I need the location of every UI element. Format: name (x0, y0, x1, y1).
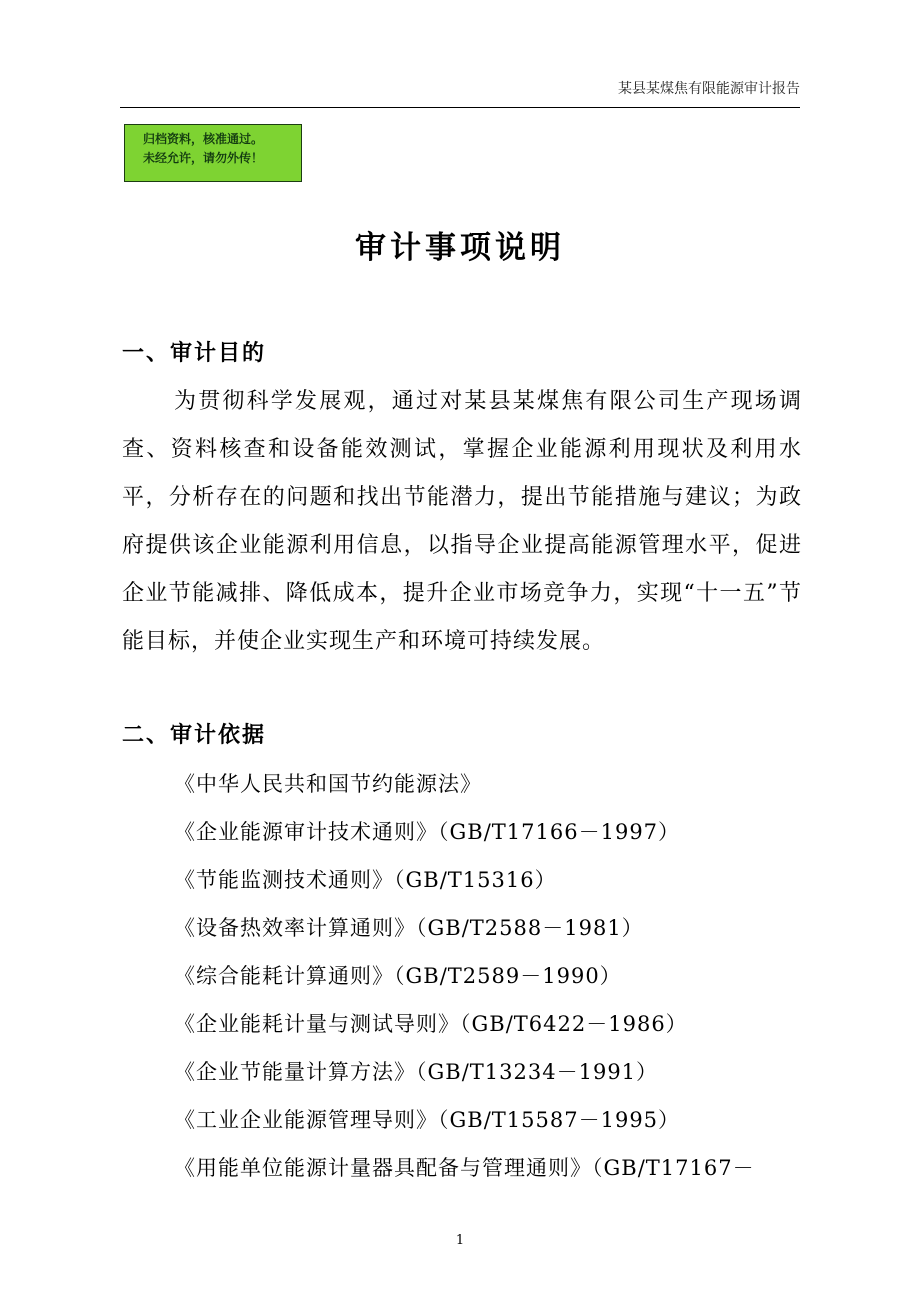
reference-item: 《企业节能量计算方法》（GB/T13234－1991） (174, 1060, 659, 1084)
purpose-paragraph: 为贯彻科学发展观，通过对某县某煤焦有限公司生产现场调查、资料核查和设备能效测试，掌握企业能源利用现状及利用水平，分析存在的问题和找出节能潜力，提出节能措施与建议；为政府提供该企业能源利用信息，以指导企业提高能源管理水平，促进企业节能减排、降低成本，提升企业市场竞争力，实现“十一五”节能目标，并使企业实现生产和环境可持续发展。 (122, 389, 802, 654)
reference-item: 《综合能耗计算通则》（GB/T2589－1990） (174, 964, 622, 988)
section-heading-purpose: 一、审计目的 (122, 341, 267, 366)
reference-item: 《设备热效率计算通则》（GB/T2588－1981） (174, 916, 644, 940)
stamp-line-2: 未经允许，请勿外传！ (143, 151, 264, 165)
page-header: 某县某煤焦有限能源审计报告 (618, 81, 800, 97)
section-heading-basis: 二、审计依据 (122, 723, 267, 748)
reference-list (174, 760, 755, 1192)
header-divider (120, 107, 800, 108)
archive-stamp (124, 124, 302, 182)
reference-item: 《用能单位能源计量器具配备与管理通则》（GB/T17167－ (174, 1156, 755, 1180)
reference-item: 《工业企业能源管理导则》（GB/T15587－1995） (174, 1108, 681, 1132)
reference-item: 《企业能源审计技术通则》（GB/T17166－1997） (174, 820, 681, 844)
reference-item: 《中华人民共和国节约能源法》 (174, 772, 482, 796)
stamp-line-1: 归档资料，核准通过。 (143, 132, 264, 146)
reference-item: 《节能监测技术通则》（GB/T15316） (174, 868, 557, 892)
reference-item: 《企业能耗计量与测试导则》（GB/T6422－1986） (174, 1012, 688, 1036)
page-title: 审计事项说明 (355, 230, 565, 266)
page-number: 1 (455, 1233, 465, 1248)
